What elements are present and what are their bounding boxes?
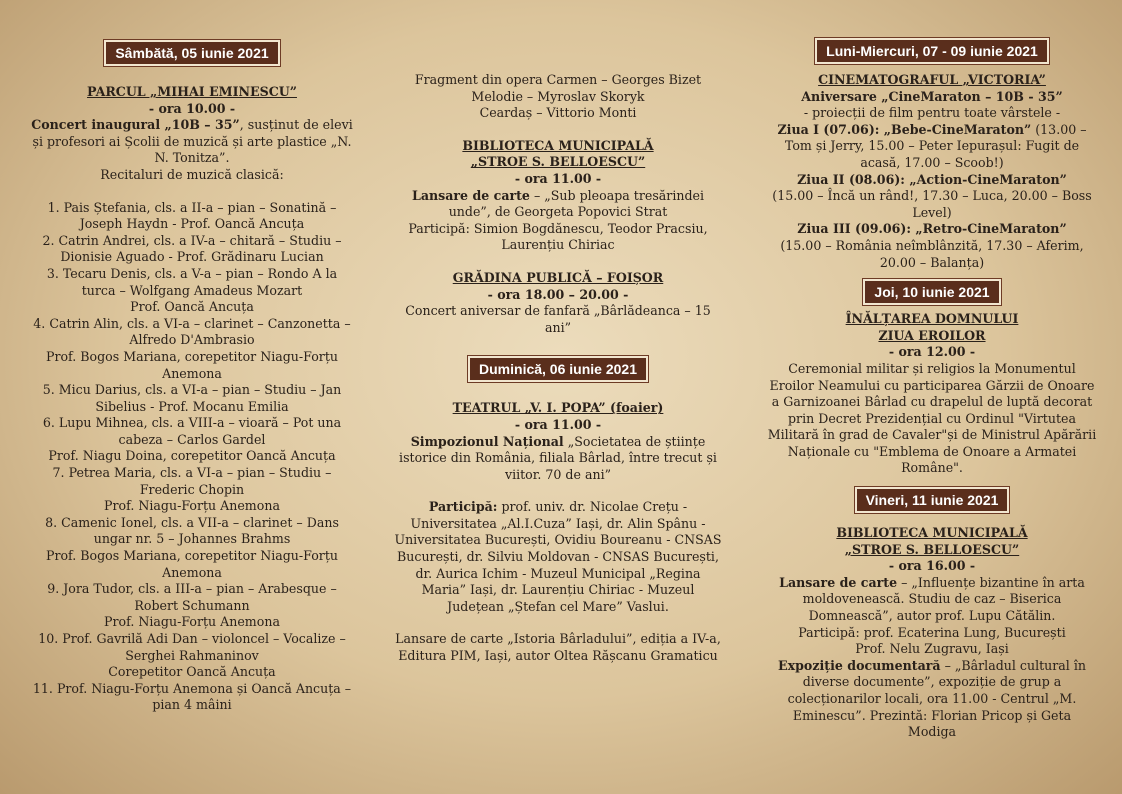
participants: Participă: Simion Bogdănescu, Teodor Pracsiu, Laurențiu Chiriac — [408, 220, 708, 253]
recital-item: 7. Petrea Maria, cls. a VI-a – pian – Studiu – Frederic Chopin — [52, 465, 332, 497]
book-launch — [767, 575, 1097, 625]
recital-teacher: Prof. Bogos Mariana, corepetitor Niagu-Forțu Anemona — [45, 548, 338, 580]
recital-item: 8. Camenic Ionel, cls. a VII-a – clarinet – Dans ungar nr. 5 – Johannes Brahms — [45, 514, 339, 547]
event-time: - ora 12.00 - — [888, 344, 976, 360]
ascension-title: ÎNĂLȚAREA DOMNULUI — [845, 311, 1019, 327]
book-launch-label: Lansare de carte — [779, 574, 898, 590]
participants-text: prof. univ. dr. Nicolae Crețu - Universitatea „Al.I.Cuza” Iași, dr. Alin Spânu - Universitatea București, Ovidiu Boureanu - CNSAS București, dr. Silviu Moldovan - CNSAS București, dr. Aurica Ichim - Muzeul Municipal „Regina Maria” Iași, dr. Laurențiu Chiriac - Muzeul Județean „Ștefan cel Mare” Vaslui. — [394, 499, 722, 614]
book-launch — [393, 188, 723, 221]
recital-teacher: Prof. Niagu Doina, corepetitor Oancă Ancuța — [48, 448, 336, 464]
recital-teacher: Prof. Oancă Ancuța — [130, 299, 254, 315]
exhibition-label: Expoziție documentară — [778, 657, 941, 673]
venue-garden: GRĂDINA PUBLICĂ – FOIȘOR — [452, 269, 664, 285]
book-launch-history: Lansare de carte „Istoria Bârladului”, ediția a IV-a, Editura PIM, Iași, autor Oltea Rășcanu Gramaticu — [395, 631, 721, 664]
event-time: - ora 11.00 - — [514, 416, 602, 432]
book-launch-text: – „Influențe bizantine în arta moldovenească. Studiu de caz – Biserica Domnească”, autor prof. Lupu Cătălin. — [802, 574, 1085, 624]
cinema-day-1 — [767, 122, 1097, 172]
recital-item: 4. Catrin Alin, cls. a VI-a – clarinet – Canzonetta – Alfredo D'Ambrasio — [33, 315, 351, 348]
recital-item: 11. Prof. Niagu-Forțu Anemona și Oancă Ancuța – pian 4 mâini — [32, 680, 352, 713]
event-time: - ora 11.00 - — [514, 170, 602, 186]
day3-label: Ziua III (09.06): „Retro-CineMaraton” — [797, 221, 1067, 237]
venue-cinema: CINEMATOGRAFUL „VICTORIA” — [818, 72, 1046, 87]
venue-library-line2: „STROE S. BELLOESCU” — [844, 541, 1020, 557]
column-saturday — [28, 0, 356, 714]
date-header-thursday: Joi, 10 iunie 2021 — [863, 279, 1000, 305]
event-time: - ora 10.00 - — [148, 100, 236, 116]
day1-text: (13.00 – Tom și Jerry, 15.00 – Peter Iepurașul: Fugit de acasă, 17.00 – Scoob!) — [784, 121, 1087, 170]
cinemaraton-title: Aniversare „CineMaraton – 10B - 35” — [801, 88, 1063, 104]
venue-park: PARCUL „MIHAI EMINESCU” — [87, 84, 297, 99]
day2-label: Ziua II (08.06): „Action-CineMaraton” — [797, 171, 1067, 187]
date-header-sunday: Duminică, 06 iunie 2021 — [468, 356, 648, 382]
participants-2: Prof. Nelu Zugravu, Iași — [855, 641, 1009, 657]
concert-description — [28, 117, 356, 167]
venue-library-line2: „STROE S. BELLOESCU” — [470, 154, 646, 170]
date-header-saturday: Sâmbătă, 05 iunie 2021 — [104, 40, 279, 66]
day1-label: Ziua I (07.06): „Bebe-CineMaraton” — [777, 121, 1032, 137]
exhibition — [767, 658, 1097, 741]
recital-item: 10. Prof. Gavrilă Adi Dan – violoncel – Vocalize – Serghei Rahmaninov — [38, 631, 346, 663]
recital-item: 6. Lupu Mihnea, cls. a VIII-a – vioară – Pot una cabeza – Carlos Gardel — [42, 415, 342, 447]
book-launch-text: – „Sub pleoapa tresărindei unde”, de Georgeta Popovici Strat — [448, 187, 704, 220]
heroes-day-title: ZIUA EROILOR — [878, 327, 986, 343]
book-launch-label: Lansare de carte — [412, 187, 530, 203]
recital-item: 9. Jora Tudor, cls. a III-a – pian – Arabesque – Robert Schumann — [47, 581, 337, 613]
recital-item: 5. Micu Darius, cls. a VI-a – pian – Studiu – Jan Sibelius - Prof. Mocanu Emilia — [42, 382, 342, 414]
fragment-item: Fragment din opera Carmen – Georges Bizet — [414, 72, 702, 87]
fragment-item: Ceardaș – Vittorio Monti — [479, 105, 637, 121]
recital-teacher: Prof. Bogos Mariana, corepetitor Niagu-Forțu Anemona — [45, 348, 338, 381]
venue-library-line1: BIBLIOTECA MUNICIPALĂ — [462, 137, 654, 153]
exhibition-text: – „Bârladul cultural în diverse documente”, expoziție de grup a colecționarilor locali, ora 11.00 - Centrul „M. Eminescu”. Prezintă: Florian Pricop și Geta Modiga — [787, 657, 1086, 740]
venue-theatre: TEATRUL „V. I. POPA” (foaier) — [452, 400, 664, 416]
concert-details: , susținut de elevi și profesori ai Școlii de muzică și arte plastice „N. N. Tonitza”. — [32, 117, 353, 166]
recital-item: 3. Tecaru Denis, cls. a V-a – pian – Rondo A la turca – Wolfgang Amadeus Mozart — [46, 265, 338, 298]
recital-item: 1. Pais Ștefania, cls. a II-a – pian – Sonatină – Joseph Haydn - Prof. Oancă Ancuța — [47, 199, 337, 232]
symposium — [393, 434, 723, 484]
participants: Participă: prof. Ecaterina Lung, București — [798, 624, 1066, 640]
cinemaraton-subtitle: - proiecții de film pentru toate vârstele - — [803, 105, 1061, 121]
event-time: - ora 16.00 - — [888, 558, 976, 574]
recital-teacher: Prof. Niagu-Forțu Anemona — [104, 614, 280, 630]
symposium-label: Simpozionul Național — [410, 433, 564, 449]
recital-teacher: Corepetitor Oancă Ancuța — [108, 664, 276, 680]
column-sunday — [393, 0, 723, 665]
ceremony-text: Ceremonial militar și religios la Monumentul Eroilor Neamului cu participarea Gărzii de Onoare a Garnizoanei Bârlad cu drapelul de luptă decorat prin Decret Prezidențial cu Ordinul "Virtutea Militară în grad de Cavaler"și de Ministrul Apărării Naționale cu "Emblema de Onoare a Armatei Române". — [767, 360, 1097, 476]
concert-title: Concert inaugural „10B – 35” — [31, 117, 240, 133]
fragment-item: Melodie – Myroslav Skoryk — [471, 88, 645, 104]
day3-text: (15.00 – România neîmblânzită, 17.30 – Aferim, 20.00 – Balanța) — [780, 237, 1084, 270]
recital-intro: Recitaluri de muzică clasică: — [100, 166, 284, 182]
date-header-friday: Vineri, 11 iunie 2021 — [855, 487, 1010, 513]
recital-teacher: Prof. Niagu-Forțu Anemona — [104, 498, 280, 514]
participants-label: Participă: — [428, 499, 498, 515]
day2-text: (15.00 – Încă un rând!, 17.30 – Luca, 20.00 – Boss Level) — [772, 188, 1092, 220]
fanfare-concert: Concert aniversar de fanfară „Bârlădeanca – 15 ani” — [405, 303, 711, 335]
venue-library-line1: BIBLIOTECA MUNICIPALĂ — [836, 525, 1028, 541]
symposium-participants — [393, 499, 723, 615]
date-header-mon-wed: Luni-Miercuri, 07 - 09 iunie 2021 — [815, 38, 1049, 64]
recital-item: 2. Catrin Andrei, cls. a IV-a – chitară – Studiu – Dionisie Aguado - Prof. Grădinaru Lucian — [42, 232, 342, 265]
column-weekdays — [767, 0, 1097, 741]
event-time: - ora 18.00 – 20.00 - — [487, 286, 629, 302]
symposium-text: „Societatea de științe istorice din România, filiala Bârlad, între trecut și viitor. 70 de ani” — [399, 433, 717, 482]
